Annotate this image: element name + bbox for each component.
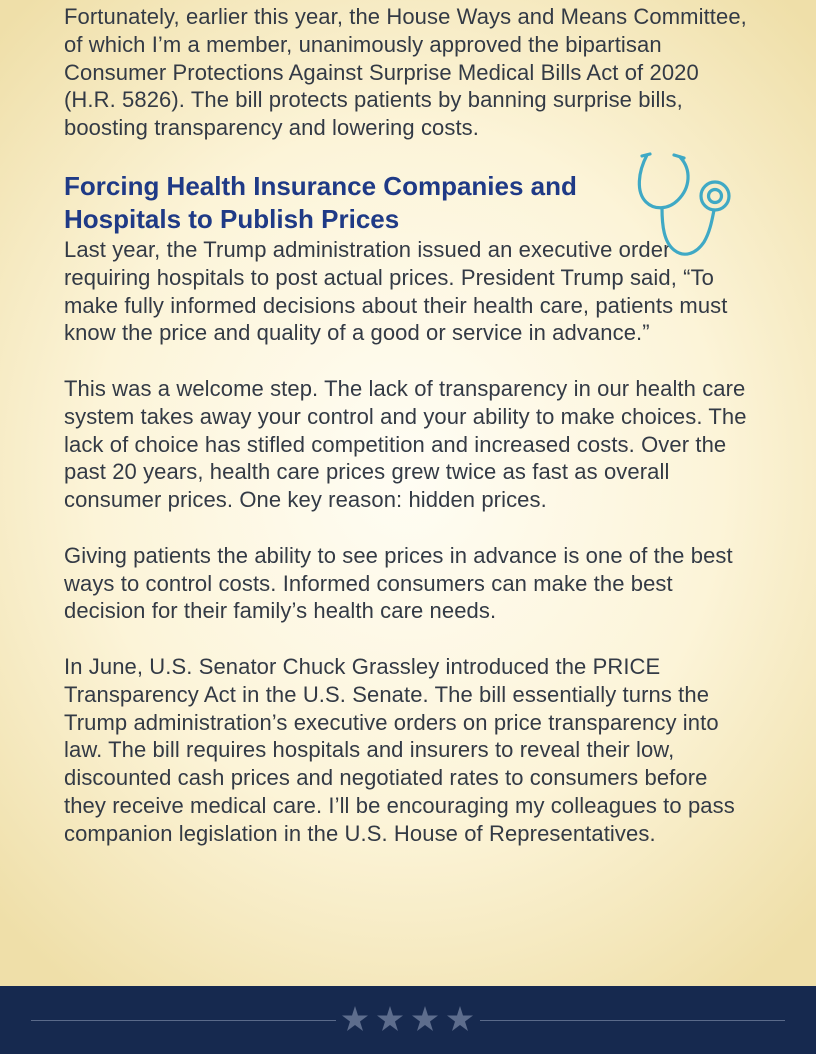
footer-bar xyxy=(0,986,816,1054)
footer-divider-right xyxy=(480,1020,785,1021)
star-icon xyxy=(447,1006,473,1031)
newsletter-page-content xyxy=(64,0,754,848)
star-icon xyxy=(377,1006,403,1031)
body-paragraph-2: This was a welcome step. The lack of transparency in our health care system takes away your control and your ability to make choices. The lack of choice has stifled competition and increased costs. Over the past 20 years, health care prices grew twice as fast as overall consumer prices. One key reason: hidden prices. xyxy=(64,375,747,513)
paragraph-spacer xyxy=(64,514,754,542)
star-ornament xyxy=(338,1000,478,1040)
star-icon xyxy=(342,1006,368,1031)
body-paragraph-1: Last year, the Trump administration issued an executive order requiring hospitals to post actual prices. President Trump said, “To make fully informed decisions about their health care, patients must know the price and quality of a good or service in advance.” xyxy=(64,236,728,346)
body-paragraph-4: In June, U.S. Senator Chuck Grassley introduced the PRICE Transparency Act in the U.S. Senate. The bill essentially turns the Trump administration’s executive orders on price transparency into law. The bill requires hospitals and insurers to reveal their low, discounted cash prices and negotiated rates to consumers before they receive medical care. I’ll be encouraging my colleagues to pass companion legislation in the U.S. House of Representatives. xyxy=(64,653,735,846)
footer-divider-left xyxy=(31,1020,336,1021)
paragraph-spacer xyxy=(64,625,754,653)
intro-paragraph: Fortunately, earlier this year, the House Ways and Means Committee, of which I’m a member, unanimously approved the bipartisan Consumer Protections Against Surprise Medical Bills Act of 2020 (H.R. 5826). The bill protects patients by banning surprise bills, boosting transparency and lowering costs. xyxy=(64,4,747,141)
paragraph-spacer xyxy=(64,347,754,375)
stethoscope-icon xyxy=(634,150,738,262)
section-heading: Forcing Health Insurance Companies and Hospitals to Publish Prices xyxy=(64,170,577,234)
body-paragraph-3: Giving patients the ability to see prices in advance is one of the best ways to control costs. Informed consumers can make the best decision for their family’s health care needs. xyxy=(64,542,733,624)
star-icon xyxy=(412,1006,438,1031)
